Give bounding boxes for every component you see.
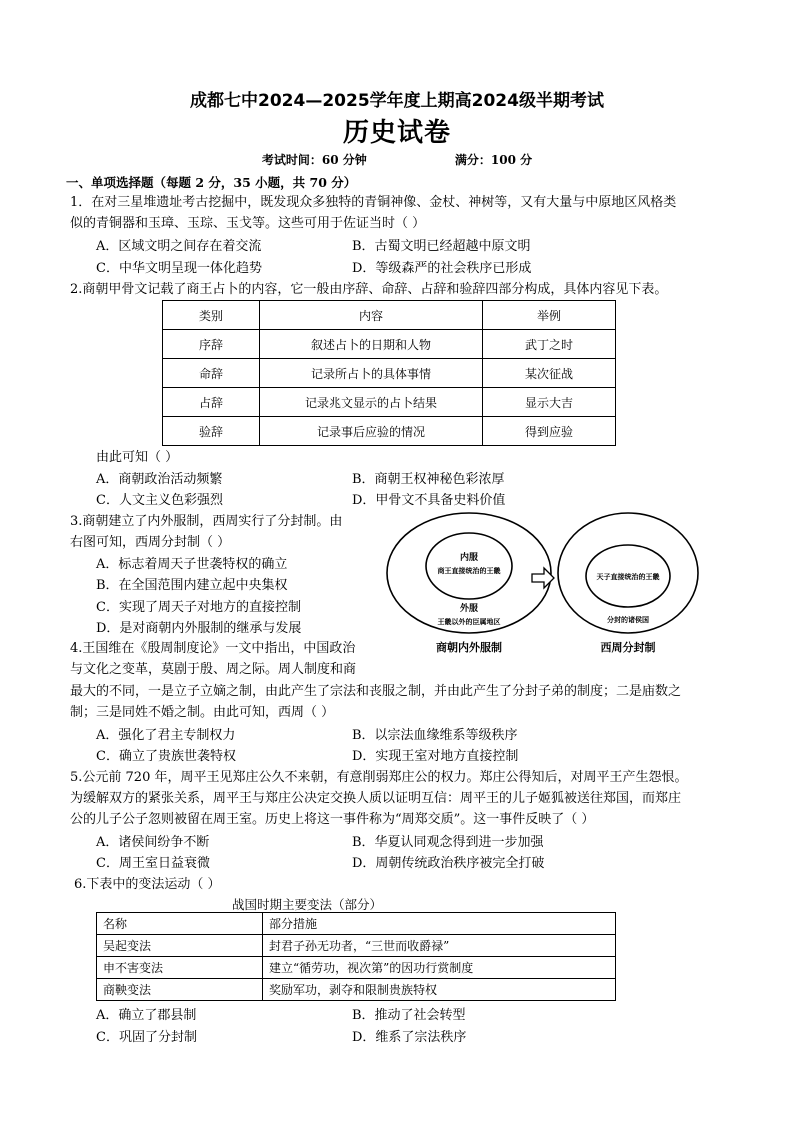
q4-option-d: D．实现王室对地方直接控制 (352, 749, 519, 764)
q6-table (96, 912, 616, 1001)
table-row (97, 935, 616, 957)
section-title: 一、单项选择题（每题 2 分，35 小题，共 70 分） (66, 175, 357, 190)
q6-header-cell: 部分措施 (263, 913, 616, 935)
q4-stem-line4: 制；三是同姓不婚之制。由此可知，西周（ ） (70, 705, 335, 720)
q4-stem-line1: 4.王国维在《殷周制度论》一文中指出，中国政治 (70, 641, 356, 656)
q3-stem-line1: 3.商朝建立了内外服制，西周实行了分封制。由 (70, 514, 343, 529)
q2-cell: 显示大吉 (483, 388, 616, 417)
q5-stem-line3: 公的儿子公子忽则被留在周王室。历史上将这一事件称为“周郑交质”。这一事件反映了（ ） (70, 812, 595, 827)
q2-cell: 叙述占卜的日期和人物 (260, 330, 483, 359)
q5-option-b: B．华夏认同观念得到进一步加强 (352, 835, 544, 850)
table-row (163, 359, 616, 388)
table-row (163, 330, 616, 359)
q2-cell: 记录兆文显示的占卜结果 (260, 388, 483, 417)
table-row (97, 979, 616, 1001)
outer-service-desc: 王畿以外的臣属地区 (437, 618, 501, 626)
q2-cell: 武丁之时 (483, 330, 616, 359)
q2-stem-line1: 2.商朝甲骨文记载了商王占卜的内容，它一般由序辞、命辞、占辞和验辞四部分构成，具体内容见下表。 (70, 282, 668, 297)
q1-stem-line1: 1．在对三星堆遗址考古挖掘中，既发现众多独特的青铜神像、金杖、神树等，又有大量与中原地区风格类 (70, 195, 677, 210)
q2-header-cell: 内容 (260, 301, 483, 330)
q2-cell: 得到应验 (483, 417, 616, 446)
exam-time: 考试时间：60 分钟 (261, 153, 367, 167)
q5-stem-line2: 为缓解双方的紧张关系，周平王与郑庄公决定交换人质以证明互信：周平王的儿子姬狐被送往郑国，而郑庄 (70, 791, 682, 806)
q2-table (162, 300, 616, 446)
q2-header-cell: 类别 (163, 301, 260, 330)
exam-score: 满分：100 分 (454, 153, 533, 167)
exam-meta (0, 151, 794, 168)
q6-cell: 商鞅变法 (97, 979, 263, 1001)
q6-stem-line1: 6.下表中的变法运动（ ） (74, 877, 221, 892)
diagram-caption-shang: 商朝内外服制 (436, 641, 502, 654)
q2-cell: 验辞 (163, 417, 260, 446)
q6-option-c: C．巩固了分封制 (96, 1030, 197, 1045)
q3-option-a: A．标志着周天子世袭特权的确立 (96, 557, 288, 572)
q4-stem-line3: 最大的不同，一是立子立嫡之制，由此产生了宗法和丧服之制，并由此产生了分封子弟的制度；二是庙数之 (70, 684, 682, 699)
q1-stem-line2: 似的青铜器和玉璋、玉琮、玉戈等。这些可用于佐证当时（ ） (70, 216, 426, 231)
inner-service-title: 内服 (459, 553, 479, 563)
q5-option-d: D．周朝传统政治秩序被完全打破 (352, 856, 545, 871)
q2-option-c: C．人文主义色彩强烈 (96, 493, 223, 508)
q1-option-d: D．等级森严的社会秩序已形成 (352, 261, 532, 276)
q6-cell: 吴起变法 (97, 935, 263, 957)
q5-option-a: A．诸侯间纷争不断 (96, 835, 210, 850)
q3-stem-line2: 右图可知，西周分封制（ ） (70, 535, 231, 550)
q2-option-b: B．商朝王权神秘色彩浓厚 (352, 472, 505, 487)
q2-option-d: D．甲骨文不具备史料价值 (352, 493, 506, 508)
q2-cell: 记录所占卜的具体事情 (260, 359, 483, 388)
vassal-label: 分封的诸侯国 (607, 616, 649, 624)
q1-option-c: C．中华文明呈现一体化趋势 (96, 261, 262, 276)
diagram-caption-zhou: 西周分封制 (600, 641, 656, 654)
inner-service-ring (426, 533, 512, 599)
q2-option-a: A．商朝政治活动频繁 (96, 472, 223, 487)
table-row (163, 417, 616, 446)
q6-cell: 申不害变法 (97, 957, 263, 979)
q2-header-cell: 举例 (483, 301, 616, 330)
q3-option-b: B．在全国范围内建立起中央集权 (96, 578, 288, 593)
q6-table-header (97, 913, 616, 935)
q6-option-b: B．推动了社会转型 (352, 1008, 466, 1023)
q4-option-c: C．确立了贵族世袭特权 (96, 749, 236, 764)
paper-title: 历史试卷 (342, 118, 451, 148)
q6-table-caption: 战国时期主要变法（部分） (232, 897, 383, 912)
q6-cell: 封君子孙无功者，“三世而收爵禄” (263, 935, 616, 957)
q1-option-b: B．古蜀文明已经超越中原文明 (352, 239, 531, 254)
table-row (163, 388, 616, 417)
q6-header-cell: 名称 (97, 913, 263, 935)
q2-cell: 记录事后应验的情况 (260, 417, 483, 446)
q3-option-c: C．实现了周天子对地方的直接控制 (96, 600, 301, 615)
table-row (97, 957, 616, 979)
q2-cell: 占辞 (163, 388, 260, 417)
royal-domain-label: 天子直接统治的王畿 (596, 573, 660, 581)
q1-option-a: A．区域文明之间存在着交流 (96, 239, 262, 254)
inner-service-desc: 商王直接统治的王畿 (437, 567, 501, 575)
q5-option-c: C．周王室日益衰微 (96, 856, 210, 871)
q6-option-d: D．维系了宗法秩序 (352, 1030, 467, 1045)
q6-cell: 奖励军功，剥夺和限制贵族特权 (263, 979, 616, 1001)
q3-diagram (382, 508, 738, 658)
outer-service-title: 外服 (459, 604, 479, 614)
q3-option-d: D．是对商朝内外服制的继承与发展 (96, 621, 302, 636)
q2-conclusion: 由此可知（ ） (96, 450, 179, 465)
q4-option-b: B．以宗法血缘维系等级秩序 (352, 728, 518, 743)
q2-table-header (163, 301, 616, 330)
q4-stem-line2: 与文化之变革，莫剧于殷、周之际。周人制度和商 (70, 662, 357, 677)
q2-cell: 命辞 (163, 359, 260, 388)
q2-cell: 某次征战 (483, 359, 616, 388)
q6-option-a: A．确立了郡县制 (96, 1008, 197, 1023)
school-title: 成都七中2024—2025学年度上期高2024级半期考试 (190, 91, 604, 111)
q5-stem-line1: 5.公元前 720 年，周平王见郑庄公久不来朝，有意削弱郑庄公的权力。郑庄公得知后，对周平王产生怨恨。 (70, 770, 688, 785)
q6-cell: 建立“循劳功，视次第”的因功行赏制度 (263, 957, 616, 979)
q4-option-a: A．强化了君主专制权力 (96, 728, 236, 743)
q2-cell: 序辞 (163, 330, 260, 359)
